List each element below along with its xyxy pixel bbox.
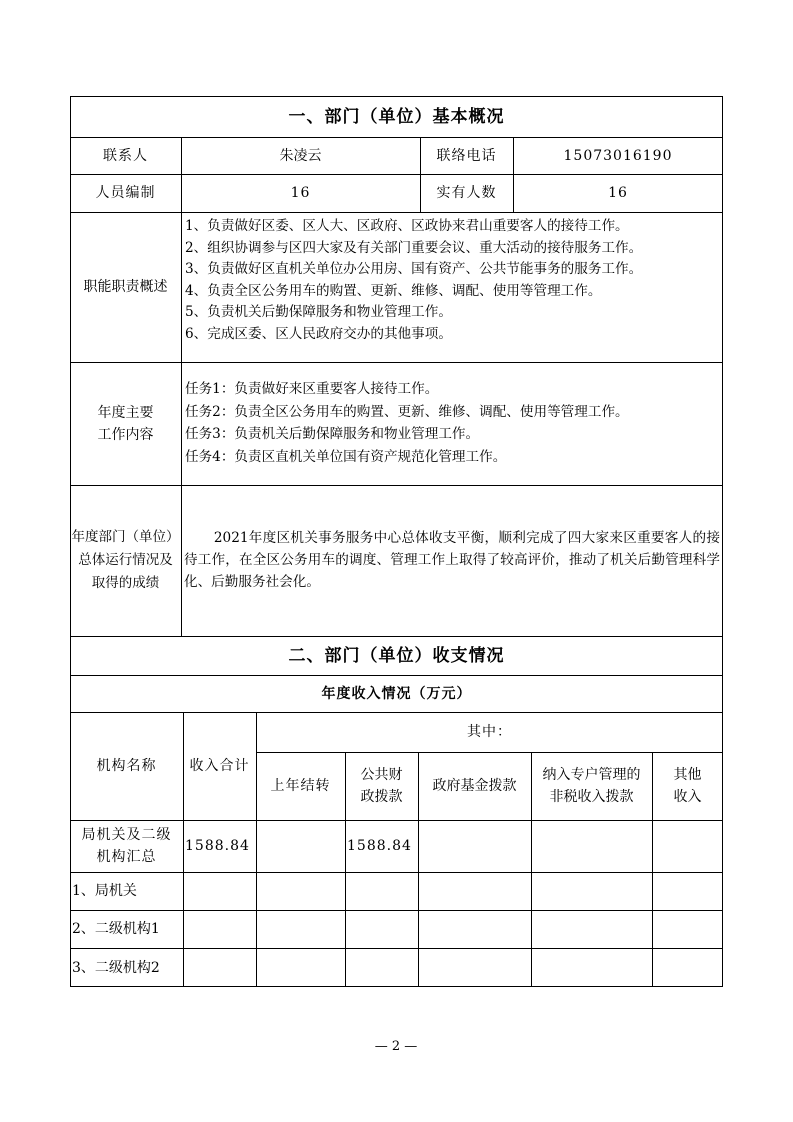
- row-carryover: [256, 872, 345, 910]
- annual-work-label-line: 工作内容: [97, 426, 154, 443]
- page-number: — 2 —: [374, 1039, 418, 1054]
- income-table-title: 年度收入情况（万元）: [321, 685, 472, 702]
- header-of-which: 其中：: [467, 724, 512, 740]
- row-non-tax: [531, 948, 652, 987]
- row-other: [652, 948, 723, 987]
- duty-item: 1、负责做好区委、区人大、区政府、区政协来君山重要客人的接待工作。: [185, 218, 629, 234]
- row-gov-fund: [418, 948, 531, 987]
- row-total: [183, 948, 256, 987]
- overall-label-line: 总体运行情况及: [78, 552, 173, 568]
- header-other-line: 收入: [673, 789, 702, 805]
- duty-item: 5、负责机关后勤保障服务和物业管理工作。: [185, 304, 452, 320]
- overall-text: 2021年度区机关事务服务中心总体收支平衡，顺利完成了四大家来区重要客人的接待工作，在全区公务用车的调度、管理工作上取得了较高评价，推动了机关后勤管理科学化、后勤服务社会化。: [184, 530, 720, 590]
- row-other: [652, 910, 723, 948]
- annual-work-label-line: 年度主要: [97, 404, 154, 421]
- header-gov-fund: 政府基金拨款: [432, 778, 517, 794]
- overall-label-line: 取得的成绩: [91, 575, 160, 591]
- task-item: 任务4：负责区直机关单位国有资产规范化管理工作。: [185, 448, 507, 465]
- header-org-name: 机构名称: [96, 758, 157, 774]
- annual-work-label: [70, 362, 181, 485]
- task-item: 任务2：负责全区公务用车的购置、更新、维修、调配、使用等管理工作。: [185, 403, 629, 420]
- row-carryover: [256, 948, 345, 987]
- contact-value: 朱凌云: [279, 147, 322, 164]
- row-public-finance: [345, 872, 418, 910]
- row-non-tax: [531, 872, 652, 910]
- header-other: [652, 752, 723, 820]
- row-total: [183, 910, 256, 948]
- duty-item: 4、负责全区公务用车的购置、更新、维修、调配、使用等管理工作。: [185, 282, 602, 299]
- row-name: [70, 820, 183, 872]
- task-item: 任务3：负责机关后勤保障服务和物业管理工作。: [185, 426, 480, 442]
- row-gov-fund: [418, 820, 531, 872]
- row-other: [652, 820, 723, 872]
- duties-list: [181, 216, 723, 345]
- duty-item: 3、负责做好区直机关单位办公用房、国有资产、公共节能事务的服务工作。: [185, 261, 643, 277]
- row-carryover: [256, 910, 345, 948]
- header-total: 收入合计: [189, 758, 250, 774]
- header-public-finance-line: 政拨款: [360, 789, 403, 805]
- header-non-tax-line: 非税收入拨款: [549, 789, 634, 805]
- staff-actual-label: 实有人数: [436, 185, 497, 201]
- duty-item: 6、完成区委、区人民政府交办的其他事项。: [185, 325, 452, 342]
- row-gov-fund: [418, 910, 531, 948]
- duties-label: 职能职责概述: [83, 279, 168, 295]
- row-name-line: 机构汇总: [96, 849, 157, 865]
- row-total: 1588.84: [185, 838, 250, 854]
- contact-label: 联系人: [103, 147, 148, 164]
- overall-label-line: 年度部门（单位）: [71, 529, 180, 545]
- row-name: 1、局机关: [72, 883, 137, 899]
- row-public-finance: [345, 910, 418, 948]
- row-gov-fund: [418, 872, 531, 910]
- staff-quota-label: 人员编制: [95, 185, 156, 201]
- row-public-finance: [345, 948, 418, 987]
- header-non-tax: [531, 752, 652, 820]
- header-carryover: 上年结转: [270, 778, 331, 794]
- header-other-line: 其他: [673, 767, 702, 783]
- row-non-tax: [531, 820, 652, 872]
- row-name: 2、二级机构1: [72, 921, 160, 937]
- section-title-income-expense: 二、部门（单位）收支情况: [288, 645, 505, 666]
- row-non-tax: [531, 910, 652, 948]
- header-non-tax-line: 纳入专户管理的: [542, 767, 641, 783]
- header-public-finance: [345, 752, 418, 820]
- staff-actual-value: 16: [608, 185, 628, 201]
- row-public-finance: 1588.84: [347, 838, 412, 854]
- task-item: 任务1：负责做好来区重要客人接待工作。: [185, 381, 439, 397]
- row-other: [652, 872, 723, 910]
- header-public-finance-line: 公共财: [360, 767, 403, 783]
- phone-value: 15073016190: [563, 147, 673, 164]
- phone-label: 联络电话: [436, 147, 497, 164]
- row-total: [183, 872, 256, 910]
- tasks-list: [181, 378, 723, 468]
- row-name: 3、二级机构2: [72, 959, 160, 976]
- row-carryover: [256, 820, 345, 872]
- staff-quota-value: 16: [290, 185, 311, 201]
- overall-label: [70, 485, 181, 636]
- section-title-basic-info: 一、部门（单位）基本概况: [288, 106, 505, 127]
- duty-item: 2、组织协调参与区四大家及有关部门重要会议、重大活动的接待服务工作。: [185, 239, 643, 256]
- row-name-line: 局机关及二级: [81, 827, 172, 843]
